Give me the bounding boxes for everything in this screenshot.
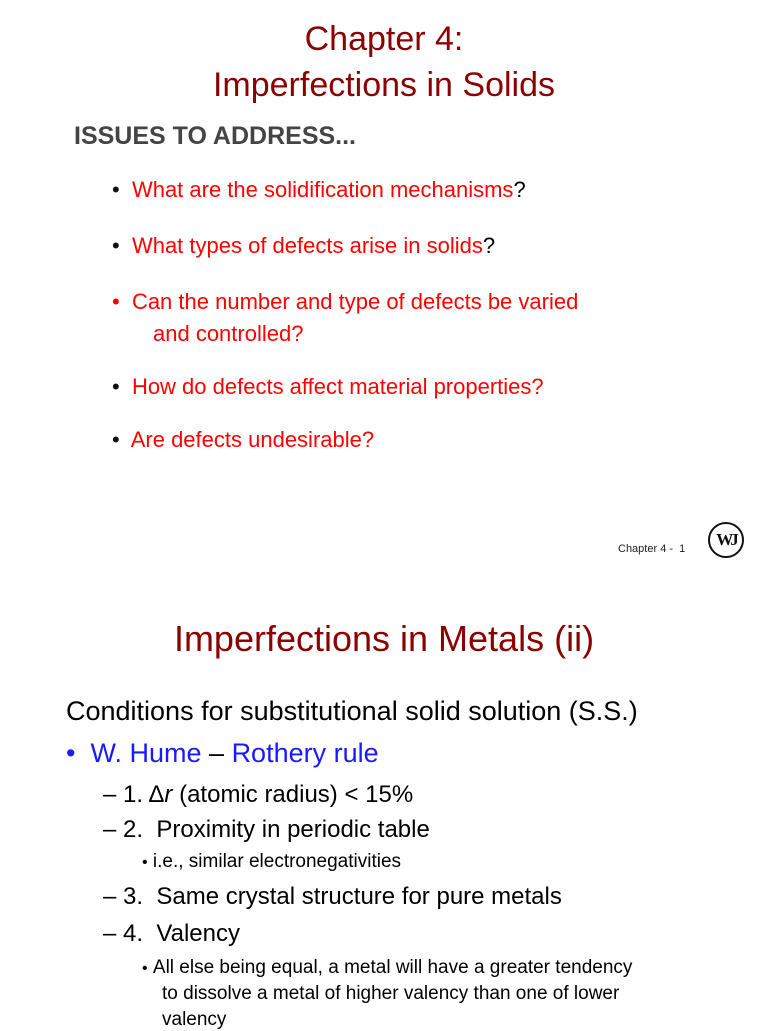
question-text: How do defects affect material properties?: [131, 374, 544, 399]
slide-title-line1: Chapter 4:: [304, 20, 464, 58]
rule-bullet: [66, 738, 379, 769]
item-number: 1.: [123, 781, 144, 808]
bullet: •: [112, 289, 120, 314]
rule-dash: –: [209, 738, 225, 768]
item-text: Same crystal structure for pure metals: [156, 883, 562, 910]
valency-note-line3: valency: [162, 1009, 227, 1030]
bullet: •: [66, 738, 76, 768]
rule-name-part2: Rothery rule: [231, 738, 379, 768]
bullet: •: [112, 233, 120, 258]
item-number: 4.: [123, 920, 144, 947]
question-text-continued: and controlled?: [153, 321, 304, 346]
question-item: [112, 424, 374, 456]
question-item: [112, 371, 544, 403]
rule-item: [103, 920, 240, 948]
issues-heading: ISSUES TO ADDRESS...: [74, 122, 357, 150]
rule-name-part1: W. Hume: [90, 738, 202, 768]
question-item: [112, 230, 495, 262]
item-number: 3.: [123, 883, 144, 910]
item-dash: –: [103, 920, 117, 947]
page-number: 1: [679, 543, 686, 555]
item-dash: –: [103, 883, 117, 910]
rule-item: [103, 781, 413, 809]
sub-item: • i.e., similar electronegativities: [142, 851, 402, 872]
item-dash: –: [103, 781, 117, 808]
question-text: What are the solidification mechanisms: [131, 177, 514, 202]
conditions-heading: Conditions for substitutional solid solution (S.S.): [66, 696, 638, 726]
bullet: •: [112, 177, 120, 202]
footer-label: Chapter 4 -: [618, 543, 674, 555]
item-text: Valency: [156, 920, 240, 947]
valency-note-line2: to dissolve a metal of higher valency than one of lower: [162, 983, 620, 1004]
valency-note-line1: All else being equal, a metal will have a greater tendency: [152, 957, 633, 978]
rule-item: [103, 883, 562, 911]
bullet: •: [112, 427, 120, 452]
rule-item: [103, 816, 430, 844]
bullet: •: [112, 374, 120, 399]
logo-text: WJ: [716, 530, 736, 549]
slide-title: Imperfections in Metals (ii): [173, 618, 595, 659]
sub-item-text: i.e., similar electronegativities: [152, 851, 402, 872]
question-mark: ?: [482, 233, 496, 258]
publisher-logo: [708, 522, 744, 558]
question-text: Can the number and type of defects be varied: [131, 289, 579, 314]
item-text: Proximity in periodic table: [156, 816, 430, 843]
slide-footer: [618, 543, 685, 555]
valency-note: • All else being equal, a metal will have a greater tendency: [142, 957, 633, 978]
item-text: (atomic radius) < 15%: [179, 781, 414, 808]
question-text: Are defects undesirable?: [130, 427, 375, 452]
question-item: [112, 174, 526, 206]
item-dash: –: [103, 816, 117, 843]
radius-symbol: r: [164, 781, 173, 808]
item-number: 2.: [123, 816, 144, 843]
question-text: What types of defects arise in solids: [131, 233, 483, 258]
question-item: [112, 286, 578, 318]
question-mark: ?: [513, 177, 526, 202]
delta-symbol: Δ: [148, 781, 165, 808]
slide-title-line2: Imperfections in Solids: [212, 66, 556, 104]
